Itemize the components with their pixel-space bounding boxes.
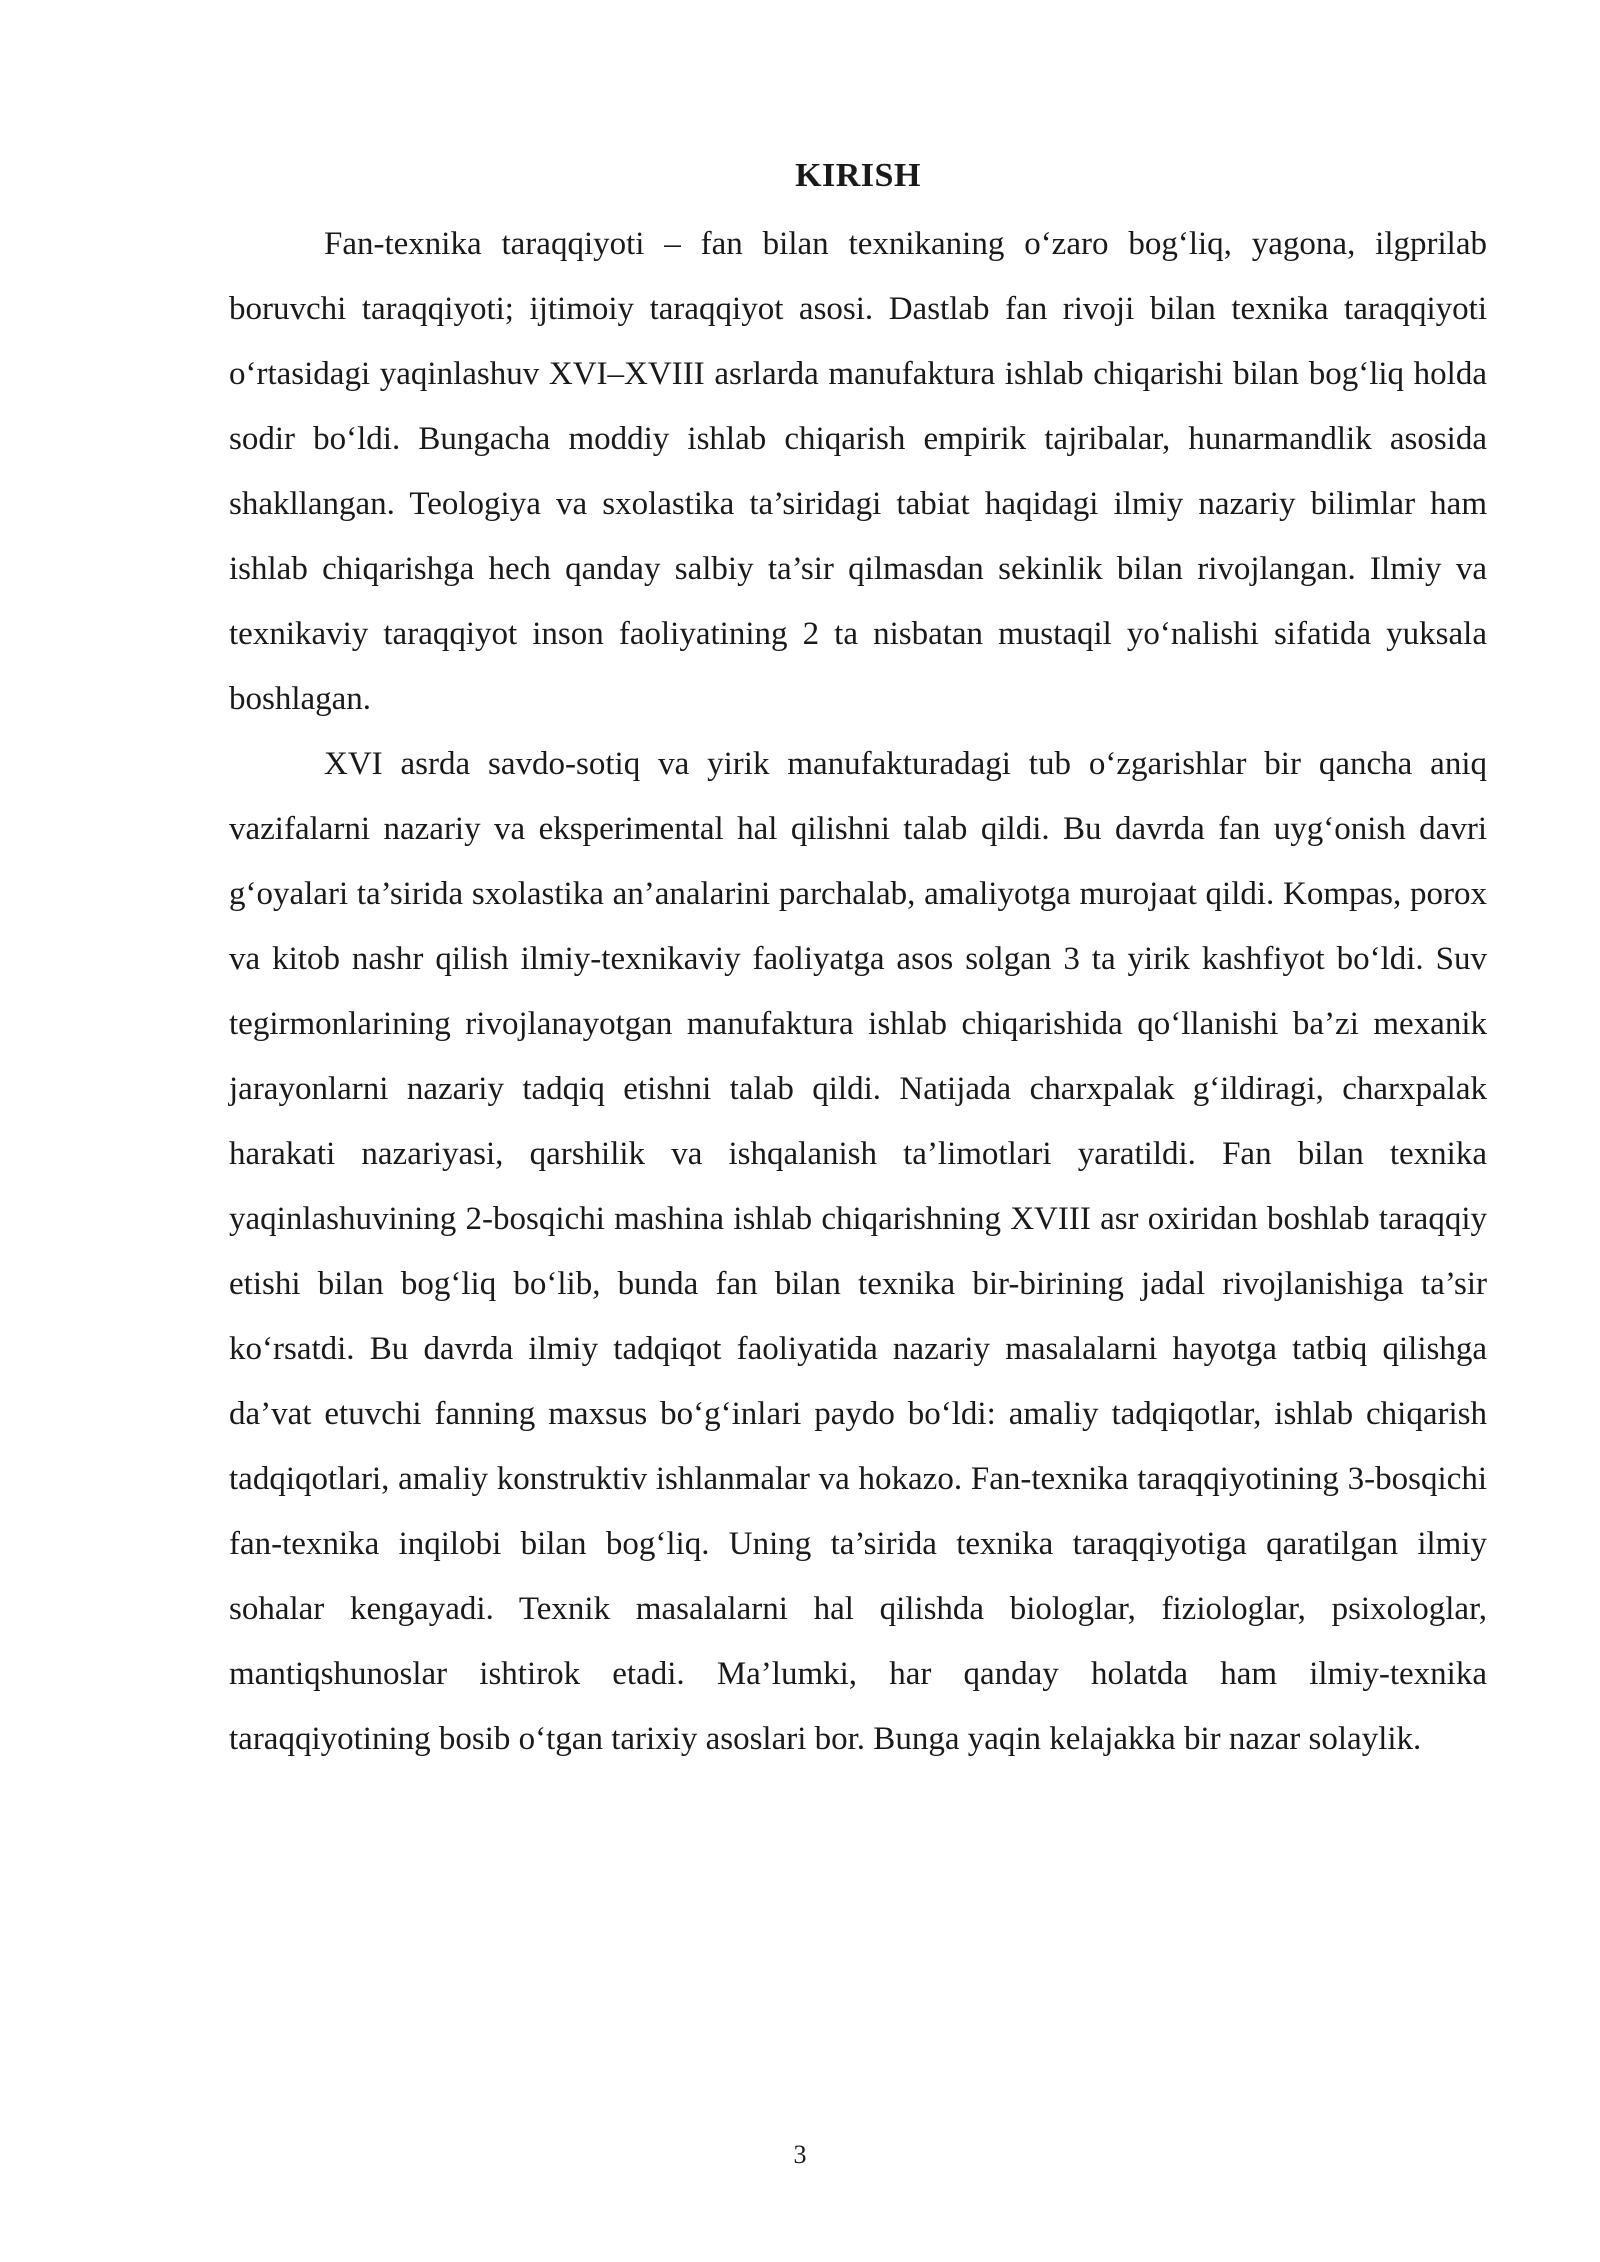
paragraph-2: XVI asrda savdo-sotiq va yirik manufakturadagi tub o‘zgarishlar bir qancha aniq vazifalarni nazariy va eksperimental hal qilishni talab qildi. Bu davrda fan uyg‘onish davri g‘oyalari ta’sirida sxolastika an’analarini parchalab, amaliyotga murojaat qildi. Kompas, porox va kitob nashr qilish ilmiy-texnikaviy faoliyatga asos solgan 3 ta yirik kashfiyot bo‘ldi. Suv tegirmonlarining rivojlanayotgan manufaktura ishlab chiqarishida qo‘llanishi ba’zi mexanik jarayonlarni nazariy tadqiq etishni talab qildi. Natijada charxpalak g‘ildiragi, charxpalak harakati nazariyasi, qarshilik va ishqalanish ta’limotlari yaratildi. Fan bilan texnika yaqinlashuvining 2-bosqichi mashina ishlab chiqarishning XVIII asr oxiridan boshlab taraqqiy etishi bilan bog‘liq bo‘lib, bunda fan bilan texnika bir-birining jadal rivojlanishiga ta’sir ko‘rsatdi. Bu davrda ilmiy tadqiqot faoliyatida nazariy masalalarni hayotga tatbiq qilishga da’vat etuvchi fanning maxsus bo‘g‘inlari paydo bo‘ldi: amaliy tadqiqotlar, ishlab chiqarish tadqiqotlari, amaliy konstruktiv ishlanmalar va hokazo. Fan-texnika taraqqiyotining 3-bosqichi fan-texnika inqilobi bilan bog‘liq. Uning ta’sirida texnika taraqqiyotiga qaratilgan ilmiy sohalar kengayadi. Texnik masalalarni hal qilishda biologlar, fiziologlar, psixologlar, mantiqshunoslar ishtirok etadi. Ma’lumki, har qanday holatda ham ilmiy-texnika taraqqiyotining bosib o‘tgan tarixiy asoslari bor. Bunga yaqin kelajakka bir nazar solaylik. <box>229 746 1487 1757</box>
page-number: 3 <box>793 2140 807 2169</box>
paragraph-1: Fan-texnika taraqqiyoti – fan bilan texnikaning o‘zaro bog‘liq, yagona, ilgprilab boruvchi taraqqiyoti; ijtimoiy taraqqiyot asosi. Dastlab fan rivoji bilan texnika taraqqiyoti o‘rtasidagi yaqinlashuv XVI–XVIII asrlarda manufaktura ishlab chiqarishi bilan bog‘liq holda sodir bo‘ldi. Bungacha moddiy ishlab chiqarish empirik tajribalar, hunarmandlik asosida shakllangan. Teologiya va sxolastika ta’siridagi tabiat haqidagi ilmiy nazariy bilimlar ham ishlab chiqarishga hech qanday salbiy ta’sir qilmasdan sekinlik bilan rivojlangan. Ilmiy va texnikaviy taraqqiyot inson faoliyatining 2 ta nisbatan mustaqil yo‘nalishi sifatida yuksala boshlagan. <box>229 226 1487 717</box>
page-content <box>229 150 1487 1772</box>
page-title: KIRISH <box>795 157 921 194</box>
